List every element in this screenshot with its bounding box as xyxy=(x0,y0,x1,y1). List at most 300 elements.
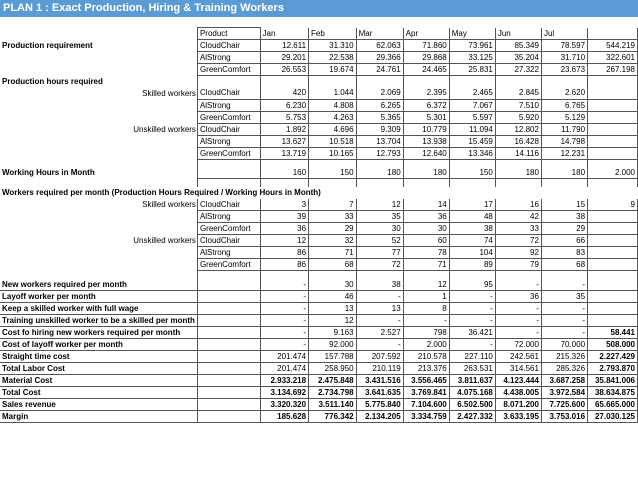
value-cell[interactable]: 85.349 xyxy=(495,40,541,52)
value-cell[interactable]: - xyxy=(260,338,309,350)
header-month[interactable]: Jan xyxy=(260,28,309,40)
total-cell[interactable]: 65.665.000 xyxy=(588,398,638,410)
value-cell[interactable]: 36 xyxy=(495,290,541,302)
header-month[interactable]: Jul xyxy=(541,28,587,40)
value-cell[interactable]: 95 xyxy=(449,278,495,290)
value-cell[interactable]: 227.110 xyxy=(449,350,495,362)
value-cell[interactable] xyxy=(495,179,541,187)
row-product[interactable]: GreenComfort xyxy=(197,64,260,76)
value-cell[interactable]: 7.510 xyxy=(495,99,541,111)
row-label[interactable]: Layoff worker per month xyxy=(0,290,197,302)
row-label[interactable]: Skilled workers xyxy=(142,88,196,98)
value-cell[interactable]: 72 xyxy=(495,234,541,246)
value-cell[interactable]: 104 xyxy=(449,246,495,258)
row-label[interactable] xyxy=(0,52,197,64)
value-cell[interactable]: - xyxy=(495,326,541,338)
value-cell[interactable] xyxy=(541,179,587,187)
header-month[interactable]: Apr xyxy=(403,28,449,40)
row-product[interactable] xyxy=(197,314,260,326)
total-cell[interactable]: 2.793.870 xyxy=(588,362,638,374)
value-cell[interactable]: 207.592 xyxy=(356,350,403,362)
row-label[interactable]: Production hours required xyxy=(2,76,103,86)
value-cell[interactable]: 11.094 xyxy=(449,123,495,135)
value-cell[interactable]: - xyxy=(495,302,541,314)
row-label[interactable] xyxy=(0,135,197,147)
value-cell[interactable]: 150 xyxy=(449,167,495,179)
value-cell[interactable]: 5.753 xyxy=(260,111,309,123)
value-cell[interactable]: - xyxy=(449,302,495,314)
value-cell[interactable]: 2.933.218 xyxy=(260,374,309,386)
value-cell[interactable]: 8 xyxy=(403,302,449,314)
value-cell[interactable] xyxy=(403,159,449,167)
value-cell[interactable]: 31.310 xyxy=(309,40,357,52)
total-cell[interactable]: 58.441 xyxy=(588,326,638,338)
row-product[interactable] xyxy=(197,167,260,179)
row-product[interactable] xyxy=(197,159,260,167)
row-product[interactable]: CloudChair xyxy=(197,40,260,52)
row-label[interactable]: Cost fo hiring new workers required per month xyxy=(0,326,197,338)
value-cell[interactable]: 6.230 xyxy=(260,99,309,111)
value-cell[interactable]: 70.000 xyxy=(541,338,587,350)
value-cell[interactable]: 3.972.584 xyxy=(541,386,587,398)
value-cell[interactable]: 13.627 xyxy=(260,135,309,147)
total-cell[interactable] xyxy=(588,123,638,135)
row-product[interactable]: CloudChair xyxy=(197,87,260,99)
value-cell[interactable] xyxy=(495,76,541,88)
row-label[interactable]: Workers required per month (Production Hours Required / Working Hours in Month) xyxy=(2,188,321,198)
total-cell[interactable] xyxy=(588,222,638,234)
value-cell[interactable]: 31.710 xyxy=(541,52,587,64)
value-cell[interactable]: 1 xyxy=(403,290,449,302)
value-cell[interactable]: - xyxy=(260,302,309,314)
total-cell[interactable]: 35.841.006 xyxy=(588,374,638,386)
value-cell[interactable]: 24.465 xyxy=(403,64,449,76)
value-cell[interactable]: 79 xyxy=(495,258,541,270)
row-product[interactable] xyxy=(197,374,260,386)
row-label[interactable] xyxy=(0,222,197,234)
total-cell[interactable] xyxy=(588,147,638,159)
value-cell[interactable]: - xyxy=(356,338,403,350)
value-cell[interactable]: 5.920 xyxy=(495,111,541,123)
value-cell[interactable]: 3.753.016 xyxy=(541,410,587,422)
row-product[interactable] xyxy=(197,350,260,362)
row-product[interactable] xyxy=(197,386,260,398)
value-cell[interactable]: 83 xyxy=(541,246,587,258)
total-cell[interactable] xyxy=(588,278,638,290)
value-cell[interactable]: 4.808 xyxy=(309,99,357,111)
row-product[interactable]: AlStrong xyxy=(197,52,260,64)
total-cell[interactable] xyxy=(588,270,638,278)
value-cell[interactable]: - xyxy=(403,314,449,326)
value-cell[interactable]: 11.790 xyxy=(541,123,587,135)
value-cell[interactable]: 1.044 xyxy=(309,87,357,99)
row-product[interactable] xyxy=(197,278,260,290)
value-cell[interactable]: - xyxy=(541,278,587,290)
value-cell[interactable]: 201.474 xyxy=(260,362,309,374)
value-cell[interactable]: 38 xyxy=(449,222,495,234)
value-cell[interactable]: 32 xyxy=(309,234,357,246)
row-product[interactable] xyxy=(197,290,260,302)
row-product[interactable]: AlStrong xyxy=(197,210,260,222)
row-label[interactable]: Cost of layoff worker per month xyxy=(0,338,197,350)
value-cell[interactable]: 180 xyxy=(541,167,587,179)
row-label[interactable] xyxy=(0,147,197,159)
value-cell[interactable]: 10.779 xyxy=(403,123,449,135)
value-cell[interactable]: 13.704 xyxy=(356,135,403,147)
value-cell[interactable]: 22.538 xyxy=(309,52,357,64)
value-cell[interactable]: 2.734.798 xyxy=(309,386,357,398)
value-cell[interactable]: 36.421 xyxy=(449,326,495,338)
value-cell[interactable]: 13 xyxy=(309,302,357,314)
value-cell[interactable]: 5.301 xyxy=(403,111,449,123)
total-cell[interactable] xyxy=(588,76,638,88)
value-cell[interactable]: 5.597 xyxy=(449,111,495,123)
row-label[interactable]: New workers required per month xyxy=(0,278,197,290)
total-cell[interactable]: 9 xyxy=(588,199,638,211)
value-cell[interactable]: - xyxy=(260,314,309,326)
value-cell[interactable]: 19.674 xyxy=(309,64,357,76)
total-cell[interactable]: 267.198 xyxy=(588,64,638,76)
value-cell[interactable]: 78.597 xyxy=(541,40,587,52)
row-product[interactable]: CloudChair xyxy=(197,123,260,135)
value-cell[interactable]: 33.125 xyxy=(449,52,495,64)
value-cell[interactable]: 26.553 xyxy=(260,64,309,76)
value-cell[interactable]: 38 xyxy=(356,278,403,290)
value-cell[interactable]: 23.673 xyxy=(541,64,587,76)
value-cell[interactable]: - xyxy=(449,338,495,350)
value-cell[interactable] xyxy=(260,159,309,167)
value-cell[interactable]: 92 xyxy=(495,246,541,258)
row-product[interactable] xyxy=(197,326,260,338)
value-cell[interactable]: 2.845 xyxy=(495,87,541,99)
total-cell[interactable] xyxy=(588,302,638,314)
value-cell[interactable]: 3.334.759 xyxy=(403,410,449,422)
value-cell[interactable]: 8.071.200 xyxy=(495,398,541,410)
value-cell[interactable]: 73.961 xyxy=(449,40,495,52)
row-product[interactable] xyxy=(197,398,260,410)
value-cell[interactable]: 35.204 xyxy=(495,52,541,64)
value-cell[interactable]: 86 xyxy=(260,258,309,270)
value-cell[interactable]: 7 xyxy=(309,199,357,211)
row-label[interactable]: Straight time cost xyxy=(0,350,197,362)
value-cell[interactable]: 16.428 xyxy=(495,135,541,147)
value-cell[interactable]: 6.265 xyxy=(356,99,403,111)
total-cell[interactable] xyxy=(588,87,638,99)
value-cell[interactable]: 39 xyxy=(260,210,309,222)
value-cell[interactable]: 1.892 xyxy=(260,123,309,135)
value-cell[interactable] xyxy=(356,270,403,278)
row-label[interactable]: Production requirement xyxy=(2,41,93,50)
value-cell[interactable]: 89 xyxy=(449,258,495,270)
value-cell[interactable] xyxy=(541,270,587,278)
total-cell[interactable] xyxy=(588,314,638,326)
value-cell[interactable]: 7.104.600 xyxy=(403,398,449,410)
value-cell[interactable]: 3.134.692 xyxy=(260,386,309,398)
value-cell[interactable] xyxy=(309,179,357,187)
row-product[interactable]: GreenComfort xyxy=(197,258,260,270)
row-label[interactable] xyxy=(0,258,197,270)
value-cell[interactable] xyxy=(260,179,309,187)
total-cell[interactable]: 508.000 xyxy=(588,338,638,350)
row-product[interactable] xyxy=(197,270,260,278)
row-label[interactable] xyxy=(0,270,197,278)
header-month[interactable]: Jun xyxy=(495,28,541,40)
value-cell[interactable]: 30 xyxy=(403,222,449,234)
value-cell[interactable]: 5.775.840 xyxy=(356,398,403,410)
total-cell[interactable]: 2.000 xyxy=(588,167,638,179)
value-cell[interactable]: - xyxy=(260,278,309,290)
value-cell[interactable]: 29 xyxy=(309,222,357,234)
header-total[interactable] xyxy=(588,28,638,40)
row-product[interactable]: GreenComfort xyxy=(197,147,260,159)
value-cell[interactable]: 3.641.635 xyxy=(356,386,403,398)
value-cell[interactable]: 210.119 xyxy=(356,362,403,374)
value-cell[interactable]: 12.793 xyxy=(356,147,403,159)
value-cell[interactable] xyxy=(495,270,541,278)
value-cell[interactable]: 29 xyxy=(541,222,587,234)
value-cell[interactable]: 14.116 xyxy=(495,147,541,159)
value-cell[interactable]: 13.719 xyxy=(260,147,309,159)
value-cell[interactable] xyxy=(403,270,449,278)
value-cell[interactable]: 420 xyxy=(260,87,309,99)
row-label[interactable]: Unskilled workers xyxy=(133,235,196,245)
value-cell[interactable]: 13.938 xyxy=(403,135,449,147)
value-cell[interactable]: 314.561 xyxy=(495,362,541,374)
value-cell[interactable]: 180 xyxy=(356,167,403,179)
value-cell[interactable] xyxy=(260,76,309,88)
value-cell[interactable]: 3.687.258 xyxy=(541,374,587,386)
value-cell[interactable]: 77 xyxy=(356,246,403,258)
value-cell[interactable] xyxy=(309,159,357,167)
value-cell[interactable]: 9.309 xyxy=(356,123,403,135)
value-cell[interactable] xyxy=(403,179,449,187)
value-cell[interactable] xyxy=(260,270,309,278)
total-cell[interactable] xyxy=(588,159,638,167)
row-product[interactable] xyxy=(197,302,260,314)
value-cell[interactable]: - xyxy=(260,326,309,338)
value-cell[interactable]: 2.069 xyxy=(356,87,403,99)
row-product[interactable]: CloudChair xyxy=(197,234,260,246)
value-cell[interactable]: 285.326 xyxy=(541,362,587,374)
value-cell[interactable]: 3.633.195 xyxy=(495,410,541,422)
value-cell[interactable]: 33 xyxy=(495,222,541,234)
value-cell[interactable]: 35 xyxy=(356,210,403,222)
value-cell[interactable]: 3.769.841 xyxy=(403,386,449,398)
total-cell[interactable]: 544.219 xyxy=(588,40,638,52)
header-month[interactable]: May xyxy=(449,28,495,40)
value-cell[interactable]: 38 xyxy=(541,210,587,222)
value-cell[interactable]: 48 xyxy=(449,210,495,222)
value-cell[interactable]: 24.761 xyxy=(356,64,403,76)
value-cell[interactable]: 258.950 xyxy=(309,362,357,374)
value-cell[interactable]: 263.531 xyxy=(449,362,495,374)
value-cell[interactable] xyxy=(449,179,495,187)
value-cell[interactable]: 6.372 xyxy=(403,99,449,111)
row-label[interactable] xyxy=(0,246,197,258)
value-cell[interactable]: 52 xyxy=(356,234,403,246)
value-cell[interactable]: 12 xyxy=(309,314,357,326)
total-cell[interactable] xyxy=(588,111,638,123)
value-cell[interactable] xyxy=(356,76,403,88)
row-product[interactable]: CloudChair xyxy=(197,199,260,211)
value-cell[interactable]: 72.000 xyxy=(495,338,541,350)
total-cell[interactable] xyxy=(588,234,638,246)
value-cell[interactable]: 29.366 xyxy=(356,52,403,64)
value-cell[interactable]: - xyxy=(260,290,309,302)
row-label[interactable]: Working Hours in Month xyxy=(2,168,95,178)
row-label[interactable]: Training unskilled worker to be a skilled per month xyxy=(0,314,197,326)
value-cell[interactable]: 15 xyxy=(541,199,587,211)
value-cell[interactable]: 2.465 xyxy=(449,87,495,99)
value-cell[interactable]: 7.725.600 xyxy=(541,398,587,410)
value-cell[interactable]: 13 xyxy=(356,302,403,314)
value-cell[interactable]: - xyxy=(356,290,403,302)
value-cell[interactable]: 30 xyxy=(356,222,403,234)
row-product[interactable] xyxy=(197,76,260,88)
value-cell[interactable]: 27.322 xyxy=(495,64,541,76)
value-cell[interactable]: 15.459 xyxy=(449,135,495,147)
value-cell[interactable]: 86 xyxy=(260,246,309,258)
row-label[interactable]: Total Cost xyxy=(0,386,197,398)
value-cell[interactable] xyxy=(309,76,357,88)
row-label[interactable] xyxy=(0,179,197,187)
value-cell[interactable]: - xyxy=(541,326,587,338)
value-cell[interactable]: 3.431.516 xyxy=(356,374,403,386)
value-cell[interactable]: 12.231 xyxy=(541,147,587,159)
value-cell[interactable]: 2.475.848 xyxy=(309,374,357,386)
value-cell[interactable]: - xyxy=(541,314,587,326)
total-cell[interactable] xyxy=(588,179,638,187)
value-cell[interactable]: - xyxy=(495,278,541,290)
row-label[interactable]: Material Cost xyxy=(0,374,197,386)
row-label[interactable]: Skilled workers xyxy=(142,200,196,210)
value-cell[interactable]: - xyxy=(449,314,495,326)
value-cell[interactable]: 14 xyxy=(403,199,449,211)
value-cell[interactable]: 36 xyxy=(403,210,449,222)
value-cell[interactable]: 14.798 xyxy=(541,135,587,147)
row-label[interactable] xyxy=(0,210,197,222)
value-cell[interactable]: 68 xyxy=(541,258,587,270)
total-cell[interactable]: 322.601 xyxy=(588,52,638,64)
value-cell[interactable]: - xyxy=(495,314,541,326)
value-cell[interactable]: 17 xyxy=(449,199,495,211)
value-cell[interactable]: 160 xyxy=(260,167,309,179)
value-cell[interactable] xyxy=(449,270,495,278)
value-cell[interactable]: 4.438.005 xyxy=(495,386,541,398)
value-cell[interactable]: 78 xyxy=(403,246,449,258)
row-label[interactable] xyxy=(0,99,197,111)
value-cell[interactable]: 12 xyxy=(356,199,403,211)
value-cell[interactable] xyxy=(309,270,357,278)
value-cell[interactable]: 62.063 xyxy=(356,40,403,52)
value-cell[interactable]: 215.326 xyxy=(541,350,587,362)
value-cell[interactable]: 3.511.140 xyxy=(309,398,357,410)
value-cell[interactable]: 2.395 xyxy=(403,87,449,99)
value-cell[interactable] xyxy=(449,159,495,167)
total-cell[interactable] xyxy=(588,246,638,258)
value-cell[interactable]: 12 xyxy=(260,234,309,246)
value-cell[interactable]: 60 xyxy=(403,234,449,246)
value-cell[interactable]: 4.123.444 xyxy=(495,374,541,386)
value-cell[interactable]: 3 xyxy=(260,199,309,211)
value-cell[interactable]: 29.868 xyxy=(403,52,449,64)
value-cell[interactable]: 3.556.465 xyxy=(403,374,449,386)
value-cell[interactable]: 12.611 xyxy=(260,40,309,52)
value-cell[interactable]: 5.365 xyxy=(356,111,403,123)
value-cell[interactable] xyxy=(356,159,403,167)
value-cell[interactable]: 157.788 xyxy=(309,350,357,362)
value-cell[interactable]: 4.075.168 xyxy=(449,386,495,398)
total-cell[interactable]: 27.030.125 xyxy=(588,410,638,422)
value-cell[interactable]: 12.802 xyxy=(495,123,541,135)
row-product[interactable] xyxy=(197,179,260,187)
value-cell[interactable]: 7.067 xyxy=(449,99,495,111)
row-product[interactable] xyxy=(197,338,260,350)
row-product[interactable]: GreenComfort xyxy=(197,111,260,123)
value-cell[interactable]: 2.620 xyxy=(541,87,587,99)
value-cell[interactable]: 30 xyxy=(309,278,357,290)
value-cell[interactable] xyxy=(449,76,495,88)
value-cell[interactable]: 9.163 xyxy=(309,326,357,338)
value-cell[interactable] xyxy=(541,159,587,167)
value-cell[interactable]: 150 xyxy=(309,167,357,179)
value-cell[interactable]: - xyxy=(356,314,403,326)
value-cell[interactable]: - xyxy=(541,302,587,314)
value-cell[interactable]: 213.376 xyxy=(403,362,449,374)
value-cell[interactable]: 185.628 xyxy=(260,410,309,422)
value-cell[interactable]: 12.640 xyxy=(403,147,449,159)
row-product[interactable] xyxy=(197,410,260,422)
value-cell[interactable]: 10.165 xyxy=(309,147,357,159)
value-cell[interactable]: 2.000 xyxy=(403,338,449,350)
value-cell[interactable]: 210.578 xyxy=(403,350,449,362)
value-cell[interactable]: 71 xyxy=(403,258,449,270)
value-cell[interactable]: 13.346 xyxy=(449,147,495,159)
value-cell[interactable]: 2.427.332 xyxy=(449,410,495,422)
value-cell[interactable]: 776.342 xyxy=(309,410,357,422)
value-cell[interactable] xyxy=(356,179,403,187)
value-cell[interactable]: 35 xyxy=(541,290,587,302)
value-cell[interactable]: 4.263 xyxy=(309,111,357,123)
value-cell[interactable]: 42 xyxy=(495,210,541,222)
header-month[interactable]: Mar xyxy=(356,28,403,40)
value-cell[interactable]: 16 xyxy=(495,199,541,211)
row-product[interactable]: AlStrong xyxy=(197,99,260,111)
value-cell[interactable]: 12 xyxy=(403,278,449,290)
value-cell[interactable]: 74 xyxy=(449,234,495,246)
row-label[interactable]: Sales revenue xyxy=(0,398,197,410)
value-cell[interactable]: 66 xyxy=(541,234,587,246)
value-cell[interactable]: 5.129 xyxy=(541,111,587,123)
header-product[interactable]: Product xyxy=(197,28,260,40)
value-cell[interactable]: 29.201 xyxy=(260,52,309,64)
value-cell[interactable]: 798 xyxy=(403,326,449,338)
value-cell[interactable]: 10.518 xyxy=(309,135,357,147)
value-cell[interactable] xyxy=(495,159,541,167)
total-cell[interactable]: 38.634.875 xyxy=(588,386,638,398)
value-cell[interactable]: 46 xyxy=(309,290,357,302)
row-label[interactable]: Unskilled workers xyxy=(133,124,196,134)
total-cell[interactable] xyxy=(588,290,638,302)
row-product[interactable] xyxy=(197,362,260,374)
row-label[interactable]: Margin xyxy=(0,410,197,422)
row-product[interactable]: AlStrong xyxy=(197,135,260,147)
value-cell[interactable]: 71.860 xyxy=(403,40,449,52)
value-cell[interactable]: 36 xyxy=(260,222,309,234)
value-cell[interactable]: 33 xyxy=(309,210,357,222)
value-cell[interactable] xyxy=(403,76,449,88)
value-cell[interactable]: 6.765 xyxy=(541,99,587,111)
